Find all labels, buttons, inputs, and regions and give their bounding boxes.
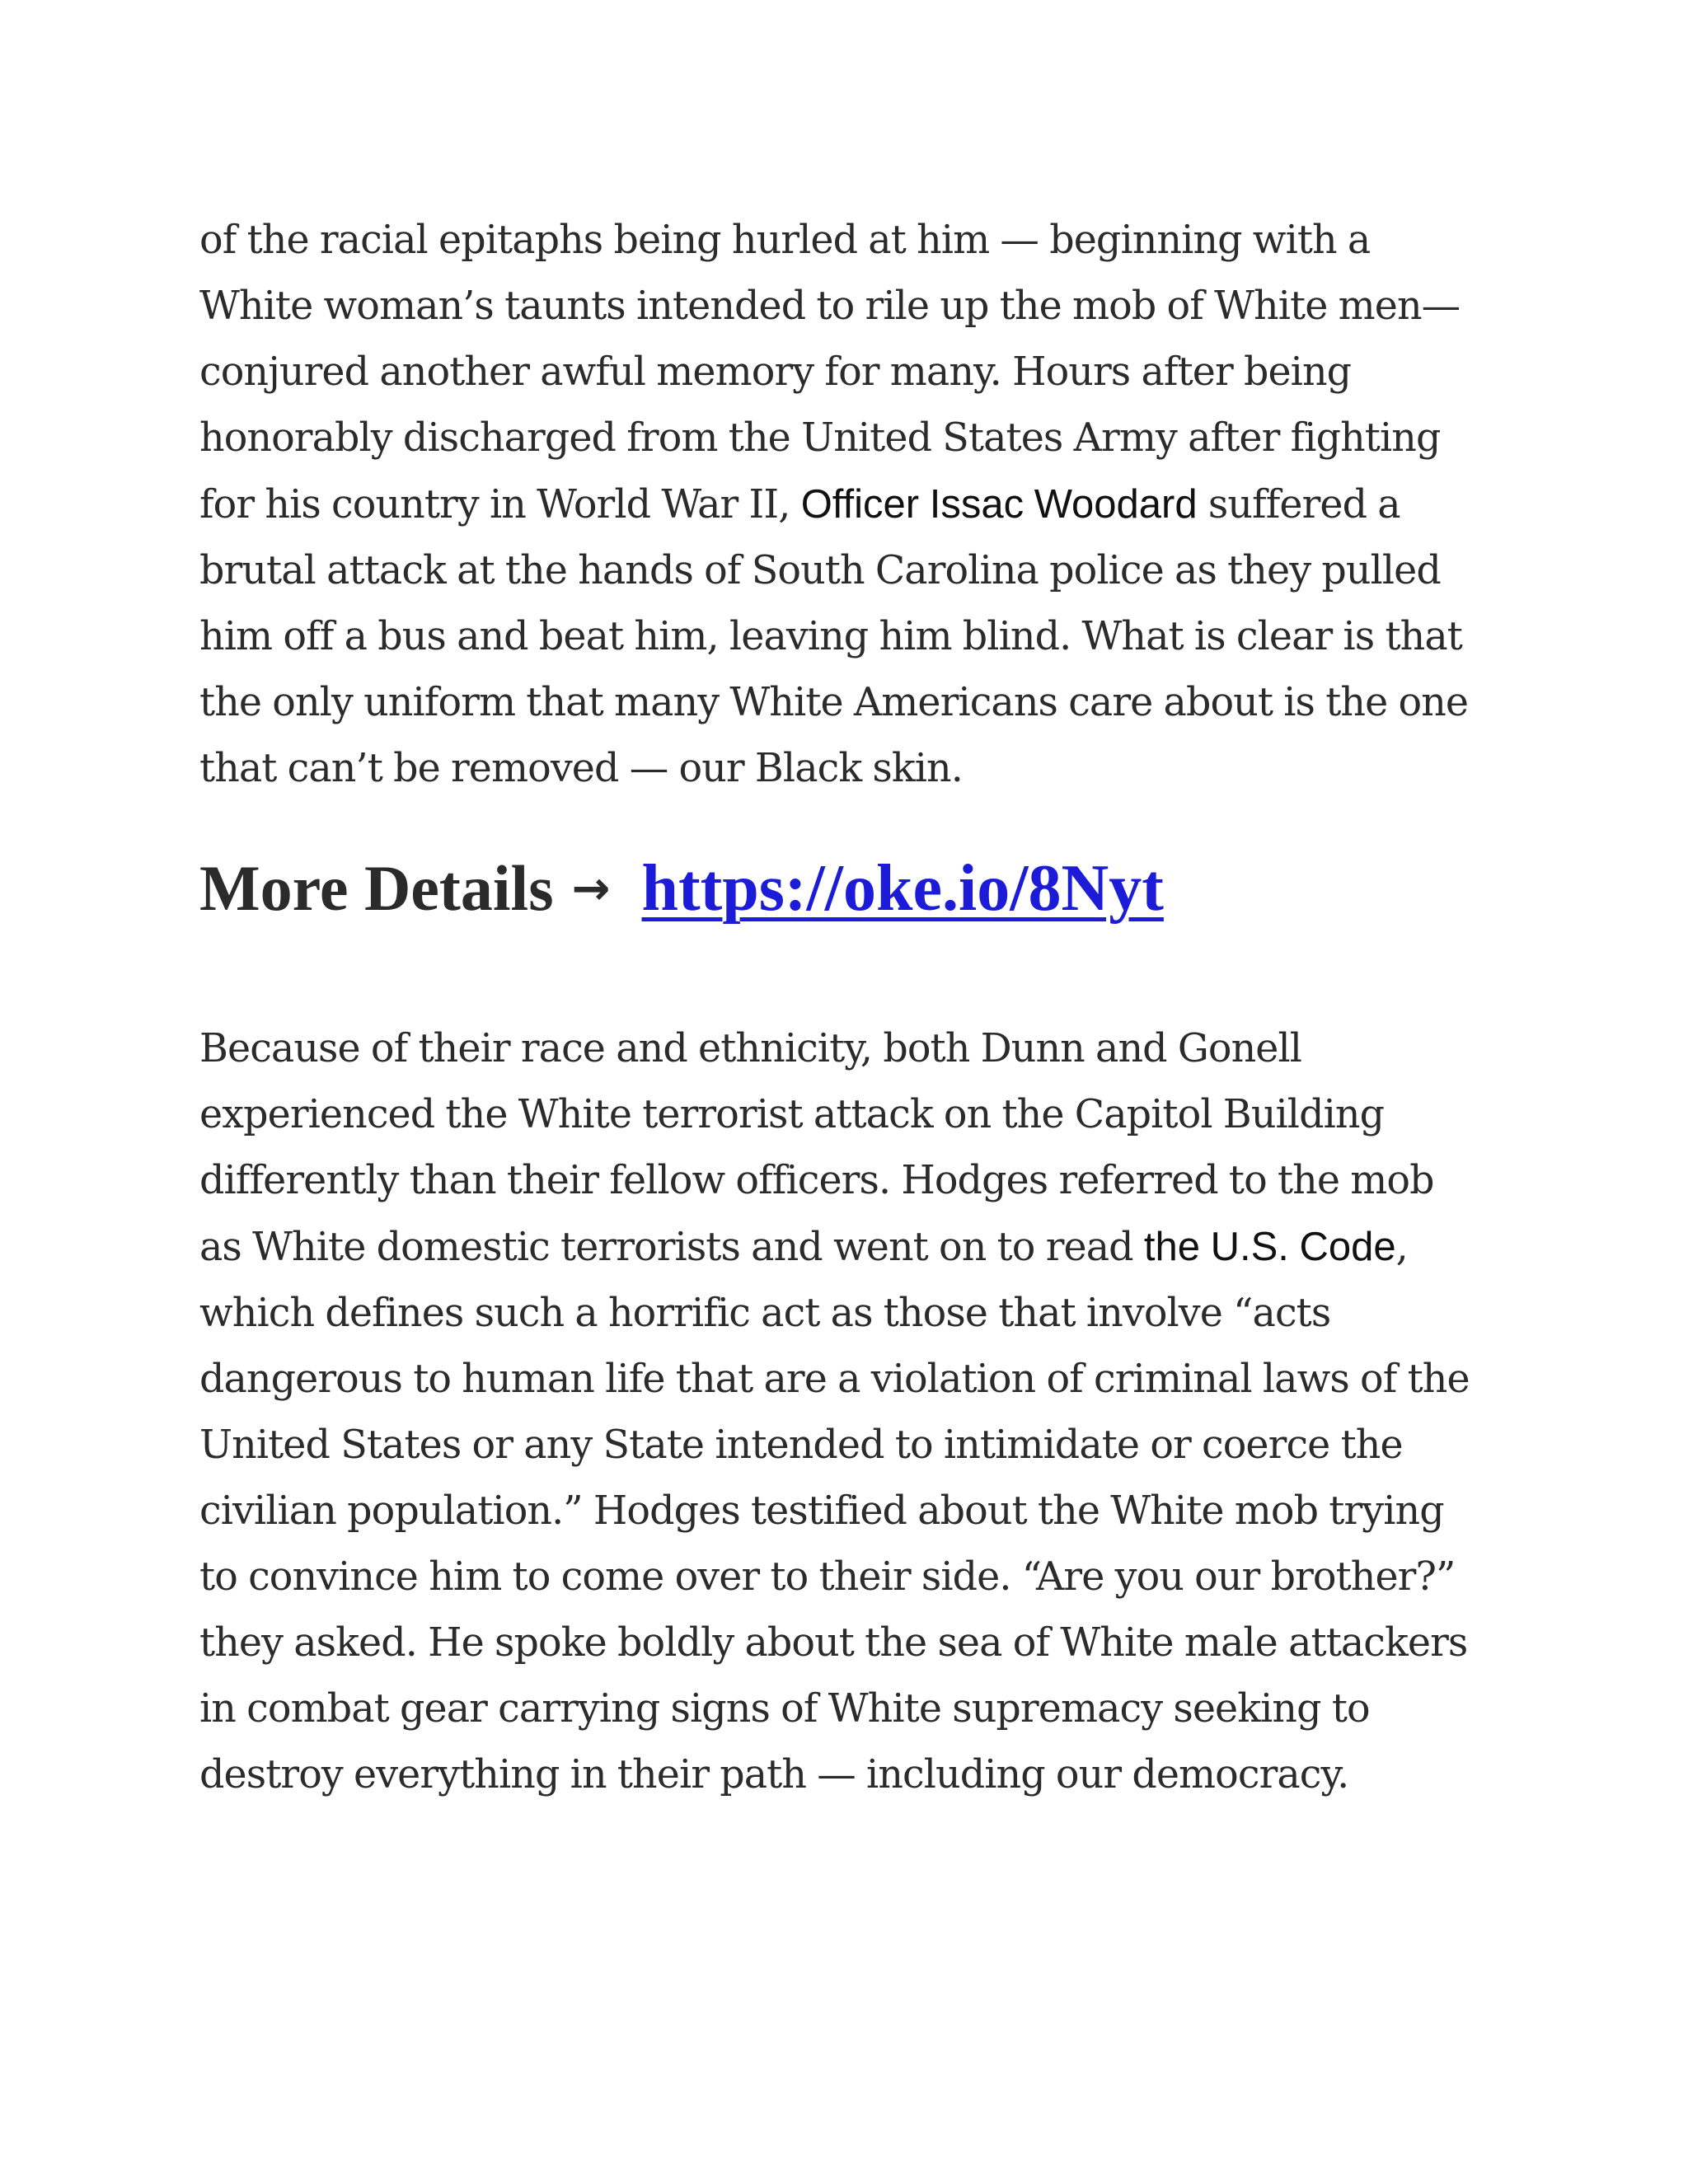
article-body xyxy=(199,208,1518,1808)
paragraph-line: which defines such a horrific act as those that involve “acts xyxy=(199,1291,1331,1336)
paragraph-line: to convince him to come over to their side. “Are you our brother?” xyxy=(199,1554,1456,1600)
line-text: suffered a xyxy=(1197,482,1400,527)
paragraph-line: dangerous to human life that are a violation of criminal laws of the xyxy=(199,1357,1470,1402)
paragraph-line: in combat gear carrying signs of White supremacy seeking to xyxy=(199,1686,1370,1732)
line-text: as White domestic terrorists and went on to read xyxy=(199,1225,1144,1270)
paragraph-line xyxy=(199,1214,1518,1281)
paragraph-line: him off a bus and beat him, leaving him blind. What is clear is that xyxy=(199,614,1462,659)
link-officer-issac-woodard[interactable]: Officer Issac Woodard xyxy=(800,482,1198,527)
paragraph-1 xyxy=(199,208,1518,802)
paragraph-line: Because of their race and ethnicity, both Dunn and Gonell xyxy=(199,1026,1302,1071)
more-details-label: More Details xyxy=(199,852,554,924)
paragraph-line: that can’t be removed — our Black skin. xyxy=(199,746,963,791)
paragraph-line: conjured another awful memory for many. Hours after being xyxy=(199,349,1352,395)
paragraph-line: brutal attack at the hands of South Carolina police as they pulled xyxy=(199,548,1441,593)
paragraph-line: experienced the White terrorist attack on the Capitol Building xyxy=(199,1092,1385,1137)
line-text: , xyxy=(1395,1225,1408,1270)
more-details-heading xyxy=(199,843,1518,934)
link-us-code[interactable]: the U.S. Code xyxy=(1143,1225,1396,1269)
paragraph-line: destroy everything in their path — including our democracy. xyxy=(199,1752,1349,1797)
paragraph-line: White woman’s taunts intended to rile up the mob of White men— xyxy=(199,284,1461,329)
paragraph-line xyxy=(199,471,1518,538)
paragraph-line: the only uniform that many White Americans care about is the one xyxy=(199,680,1469,725)
line-text: for his country in World War II, xyxy=(199,482,801,527)
paragraph-line: civilian population.” Hodges testified about the White mob trying xyxy=(199,1488,1444,1534)
paragraph-line: of the racial epitaphs being hurled at him — beginning with a xyxy=(199,218,1371,263)
more-details-link[interactable]: https://oke.io/8Nyt xyxy=(641,851,1164,925)
paragraph-line: honorably discharged from the United States Army after fighting xyxy=(199,415,1441,461)
paragraph-line: they asked. He spoke boldly about the sea of White male attackers xyxy=(199,1620,1468,1666)
paragraph-2 xyxy=(199,1016,1518,1808)
paragraph-line: United States or any State intended to intimidate or coerce the xyxy=(199,1422,1403,1468)
arrow-right-icon: → xyxy=(571,861,611,916)
paragraph-line: differently than their fellow officers. Hodges referred to the mob xyxy=(199,1158,1434,1203)
